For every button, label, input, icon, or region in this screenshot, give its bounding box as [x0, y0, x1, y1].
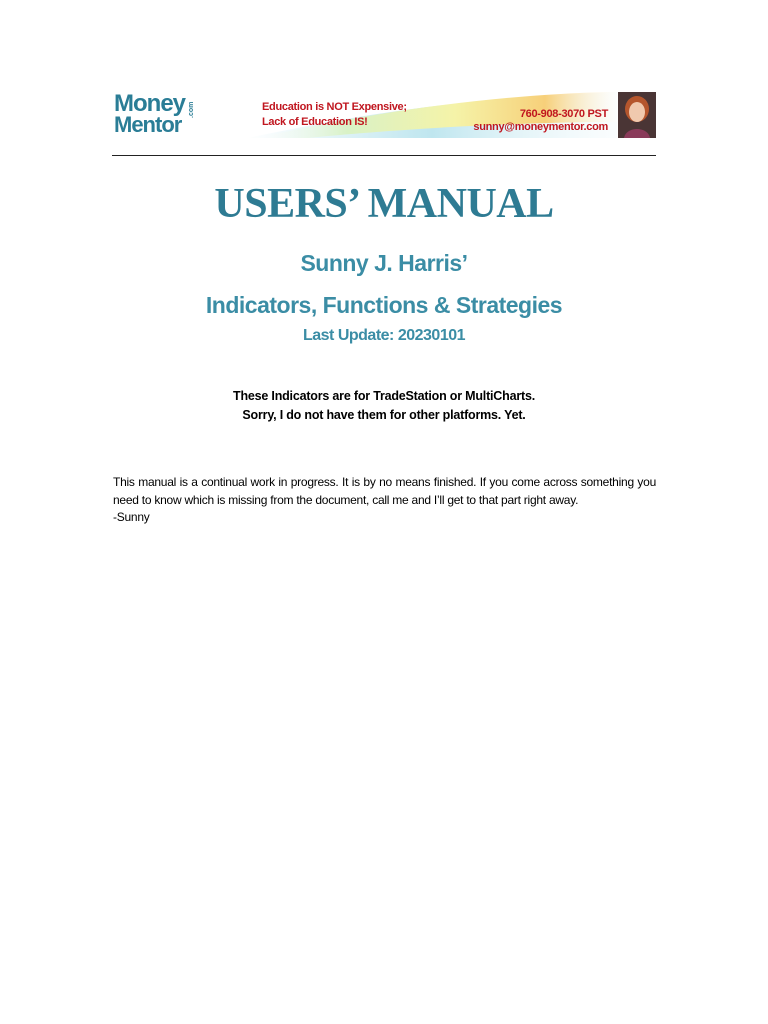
header-banner [112, 90, 656, 140]
platform-note-line-2: Sorry, I do not have them for other platforms. Yet. [242, 408, 526, 422]
banner-contact [473, 108, 608, 134]
page-title: USERS’ MANUAL [214, 181, 554, 227]
logo-suffix: .com [188, 101, 195, 118]
logo-line-1: Money [114, 90, 186, 117]
money-mentor-logo [112, 92, 202, 138]
header-divider [112, 155, 656, 156]
logo-line-2: Mentor [114, 112, 182, 137]
author-photo [618, 92, 656, 138]
author-name: Sunny J. Harris’ [300, 250, 468, 276]
email-address[interactable]: sunny@moneymentor.com [473, 121, 608, 133]
banner-slogan [262, 100, 407, 130]
platform-note-line-1: These Indicators are for TradeStation or MultiCharts. [233, 389, 535, 403]
phone-number: 760-908-3070 PST [519, 108, 608, 120]
intro-text: This manual is a continual work in progress. It is by no means finished. If you come across something you need to know which is missing from the document, call me and I’ll get to that part right away. [113, 475, 656, 507]
document-subtitle: Indicators, Functions & Strategies [205, 292, 563, 318]
intro-paragraph [113, 474, 656, 527]
slogan-line-1: Education is NOT Expensive; [262, 101, 407, 113]
signature: -Sunny [113, 510, 150, 524]
last-update: Last Update: 20230101 [302, 327, 466, 344]
author-portrait-icon [618, 92, 656, 138]
slogan-line-2: Lack of Education IS! [262, 116, 368, 128]
